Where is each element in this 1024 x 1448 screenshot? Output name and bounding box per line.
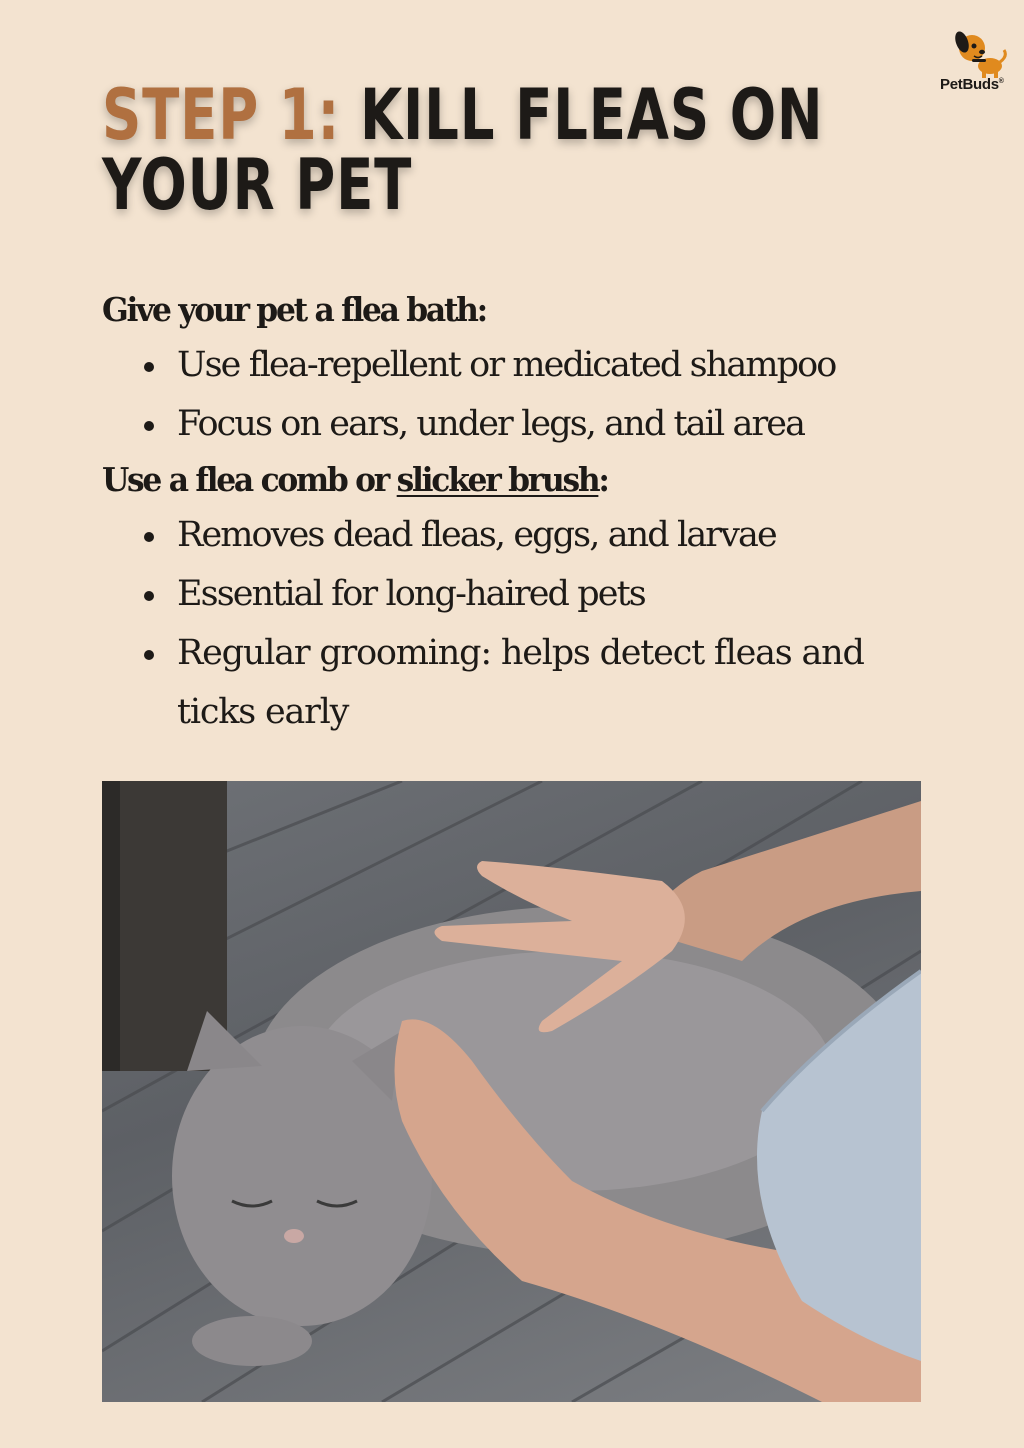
flea-comb-list <box>102 506 932 742</box>
dog-mascot-icon <box>952 26 1008 78</box>
logo-text: PetBuds® <box>940 76 1004 93</box>
petbuds-logo <box>936 26 1022 96</box>
section-heading-flea-bath: Give your pet a flea bath: <box>102 290 486 329</box>
content <box>102 284 932 742</box>
list-item: Use flea-repellent or medicated shampoo <box>177 336 932 395</box>
cat-grooming-photo <box>102 781 921 1402</box>
list-item: Focus on ears, under legs, and tail area <box>177 395 932 454</box>
title-main: KILL FLEAS ON YOUR PET <box>102 74 824 226</box>
list-item: Removes dead fleas, eggs, and larvae <box>177 506 932 565</box>
flea-bath-list <box>102 336 932 454</box>
page-title <box>102 74 902 226</box>
list-item: Regular grooming: helps detect fleas and ticks early <box>177 624 932 742</box>
slicker-brush-link[interactable]: slicker brush <box>396 460 599 499</box>
title-step: STEP 1: <box>102 74 341 156</box>
section-heading-flea-comb: Use a flea comb or slicker brush: <box>102 460 608 499</box>
list-item: Essential for long-haired pets <box>177 565 932 624</box>
cat-grooming-illustration <box>102 781 921 1402</box>
